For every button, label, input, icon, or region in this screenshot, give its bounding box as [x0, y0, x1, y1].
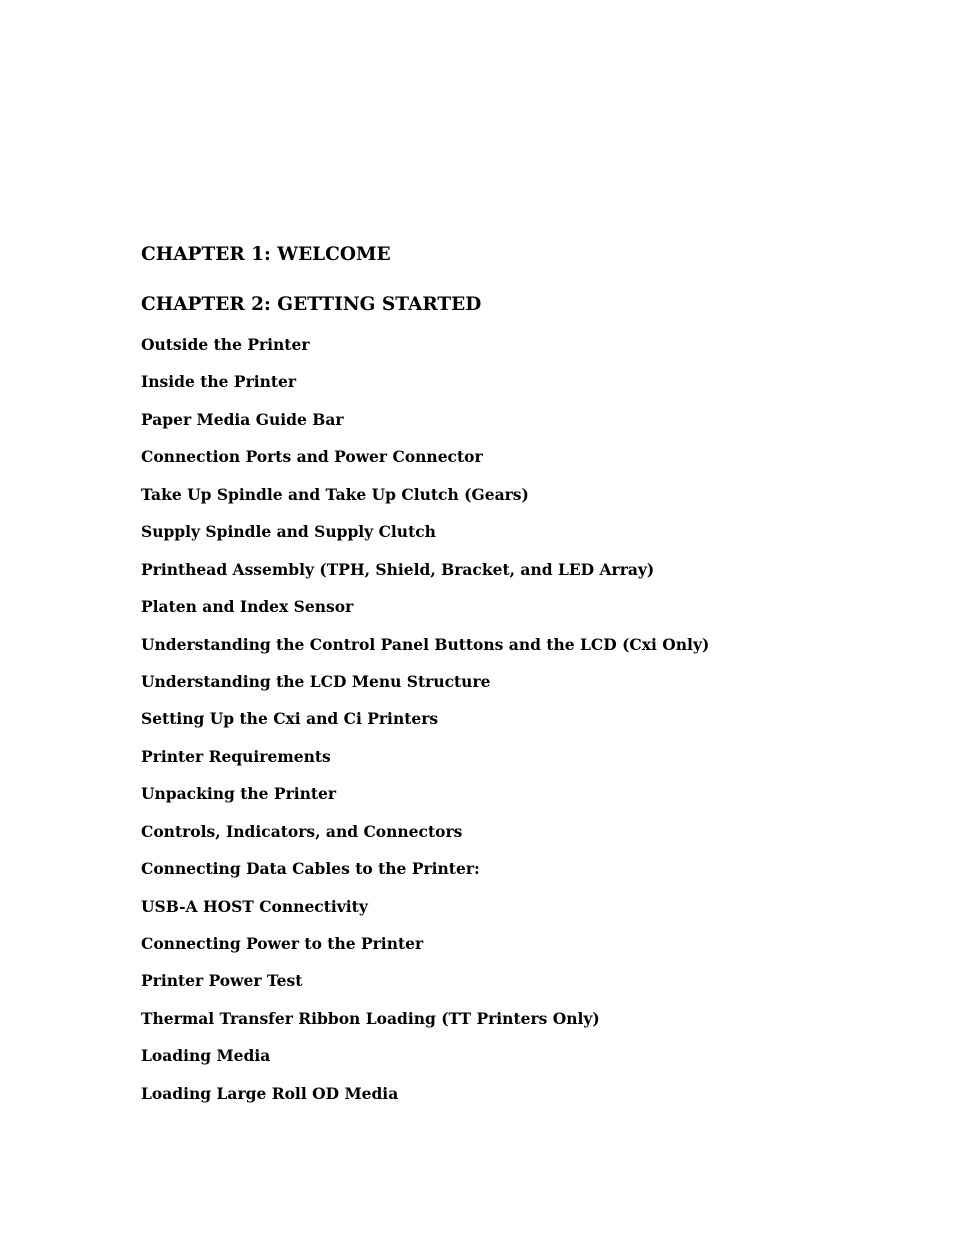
- toc-entry[interactable]: Printer Power Test: [141, 971, 303, 991]
- table-of-contents: [141, 244, 901, 1121]
- toc-entry[interactable]: Paper Media Guide Bar: [141, 409, 344, 429]
- toc-entry[interactable]: Take Up Spindle and Take Up Clutch (Gears): [141, 484, 529, 504]
- toc-entry[interactable]: Inside the Printer: [141, 372, 297, 392]
- toc-entry[interactable]: Setting Up the Cxi and Ci Printers: [141, 709, 439, 729]
- toc-entry[interactable]: Printer Requirements: [141, 746, 331, 766]
- chapter-2-heading[interactable]: CHAPTER 2: GETTING STARTED: [141, 294, 482, 315]
- toc-entry[interactable]: Loading Media: [141, 1046, 271, 1066]
- toc-entry[interactable]: Understanding the Control Panel Buttons and the LCD (Cxi Only): [141, 634, 710, 654]
- toc-entry[interactable]: Loading Large Roll OD Media: [141, 1083, 399, 1103]
- toc-entry[interactable]: Unpacking the Printer: [141, 784, 337, 804]
- chapter-2-section-list: [141, 335, 901, 1121]
- toc-entry[interactable]: Thermal Transfer Ribbon Loading (TT Printers Only): [141, 1008, 600, 1028]
- toc-entry[interactable]: Connecting Data Cables to the Printer:: [141, 859, 480, 879]
- toc-entry[interactable]: Controls, Indicators, and Connectors: [141, 821, 463, 841]
- toc-entry[interactable]: Connection Ports and Power Connector: [141, 447, 483, 467]
- toc-entry[interactable]: Supply Spindle and Supply Clutch: [141, 522, 436, 542]
- chapter-1-heading[interactable]: CHAPTER 1: WELCOME: [141, 244, 391, 265]
- toc-entry[interactable]: Platen and Index Sensor: [141, 597, 354, 617]
- toc-entry[interactable]: USB-A HOST Connectivity: [141, 896, 368, 916]
- toc-entry[interactable]: Printhead Assembly (TPH, Shield, Bracket, and LED Array): [141, 559, 655, 579]
- toc-entry[interactable]: Connecting Power to the Printer: [141, 934, 424, 953]
- toc-entry[interactable]: Understanding the LCD Menu Structure: [141, 671, 491, 691]
- toc-entry[interactable]: Outside the Printer: [141, 335, 310, 354]
